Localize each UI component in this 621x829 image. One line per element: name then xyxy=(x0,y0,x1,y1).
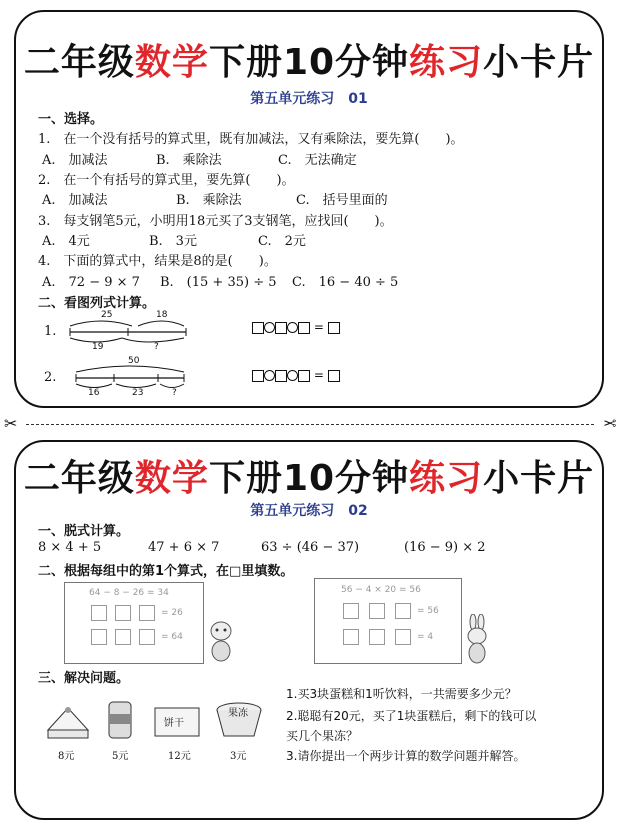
option-c: C. 无法确定 xyxy=(278,153,357,168)
calc-item: (16 − 9) × 2 xyxy=(404,540,486,555)
cartoon-dog-icon xyxy=(204,617,238,663)
label-top-1: 25 xyxy=(101,310,113,320)
blank-box[interactable] xyxy=(252,370,264,382)
practice-card-2 xyxy=(14,440,604,820)
given-equation: 64 − 8 − 26 = 34 xyxy=(89,588,169,598)
box-label: 饼干 xyxy=(164,718,184,729)
blank-box[interactable] xyxy=(115,629,131,645)
blank-box[interactable] xyxy=(369,629,385,645)
problem-number: 2. xyxy=(44,370,57,385)
label-bottom-2: ? xyxy=(154,342,159,352)
option-a: A. 加减法 xyxy=(42,193,108,208)
question-text: 4. 下面的算式中，结果是8的是( )。 xyxy=(38,254,277,269)
scissors-icon: ✂ xyxy=(4,414,18,433)
result-text: = 64 xyxy=(161,632,183,642)
blank-box[interactable] xyxy=(343,603,359,619)
calc-item: 8 × 4 + 5 xyxy=(38,540,102,555)
cut-line xyxy=(4,414,616,433)
option-a: A. 加减法 xyxy=(42,153,108,168)
drink-can-icon xyxy=(104,698,136,742)
label-bottom-3: ? xyxy=(172,388,177,398)
option-c: C. 2元 xyxy=(258,234,306,249)
option-c: C. 16 − 40 ÷ 5 xyxy=(292,275,399,290)
card-subtitle: 第五单元练习 01 xyxy=(250,91,368,107)
price-label: 5元 xyxy=(112,751,129,762)
card-title: 二年级数学下册10分钟练习小卡片 xyxy=(23,458,595,499)
blank-box[interactable] xyxy=(343,629,359,645)
option-c: C. 括号里面的 xyxy=(296,193,388,208)
section-heading: 一、脱式计算。 xyxy=(38,524,130,539)
card-title: 二年级数学下册10分钟练习小卡片 xyxy=(23,42,595,83)
label-bottom-1: 16 xyxy=(88,388,100,398)
blank-box[interactable] xyxy=(298,322,310,334)
blank-box[interactable] xyxy=(139,629,155,645)
blank-box[interactable] xyxy=(275,370,287,382)
option-a: A. 4元 xyxy=(42,234,90,249)
blank-box[interactable] xyxy=(91,605,107,621)
section-heading: 一、选择。 xyxy=(38,112,104,127)
problem-1: 1.买3块蛋糕和1听饮料，一共需要多少元？ xyxy=(286,687,517,701)
option-b: B. (15 + 35) ÷ 5 xyxy=(160,275,277,290)
given-equation: 56 − 4 × 20 = 56 xyxy=(341,585,421,595)
cartoon-rabbit-icon xyxy=(462,614,492,664)
operator-circle[interactable] xyxy=(264,322,275,333)
blank-box[interactable] xyxy=(328,322,340,334)
fill-group-2 xyxy=(314,578,462,664)
result-text: = 26 xyxy=(161,608,183,618)
problem-2-line-1: 2.聪聪有20元，买了1块蛋糕后，剩下的钱可以 xyxy=(286,709,537,723)
blank-box[interactable] xyxy=(328,370,340,382)
price-label: 12元 xyxy=(168,751,191,762)
blank-box[interactable] xyxy=(252,322,264,334)
label-top-2: 18 xyxy=(156,310,168,320)
label-bottom-1: 19 xyxy=(92,342,104,352)
answer-template-2: = xyxy=(252,368,340,382)
answer-template-1: = xyxy=(252,320,340,334)
price-label: 3元 xyxy=(230,751,247,762)
option-b: B. 3元 xyxy=(149,234,197,249)
problem-number: 1. xyxy=(44,324,57,339)
blank-box[interactable] xyxy=(298,370,310,382)
question-text: 3. 每支钢笔5元，小明用18元买了3支钢笔，应找回( )。 xyxy=(38,214,393,229)
section-heading: 三、解决问题。 xyxy=(38,671,130,686)
option-b: B. 乘除法 xyxy=(176,193,242,208)
calc-item: 47 + 6 × 7 xyxy=(148,540,220,555)
label-top: 50 xyxy=(128,356,140,366)
problem-3: 3.请你提出一个两步计算的数学问题并解答。 xyxy=(286,749,526,763)
blank-box[interactable] xyxy=(395,603,411,619)
cup-label: 果冻 xyxy=(228,708,248,719)
fill-group-1 xyxy=(64,582,204,664)
scissors-icon: ✂ xyxy=(602,414,616,433)
price-label: 8元 xyxy=(58,751,75,762)
question-text: 2. 在一个有括号的算式里，要先算( )。 xyxy=(38,173,295,188)
option-b: B. 乘除法 xyxy=(156,153,222,168)
blank-box[interactable] xyxy=(139,605,155,621)
option-a: A. 72 − 9 × 7 xyxy=(42,275,140,290)
operator-circle[interactable] xyxy=(264,370,275,381)
blank-box[interactable] xyxy=(369,603,385,619)
label-bottom-2: 23 xyxy=(132,388,144,398)
segment-diagram-1 xyxy=(66,310,196,350)
practice-card-1 xyxy=(14,10,604,408)
blank-box[interactable] xyxy=(115,605,131,621)
blank-box[interactable] xyxy=(395,629,411,645)
problem-2-line-2: 买几个果冻？ xyxy=(286,729,359,743)
card-subtitle: 第五单元练习 02 xyxy=(250,503,368,519)
section-heading: 二、看图列式计算。 xyxy=(38,296,156,311)
blank-box[interactable] xyxy=(91,629,107,645)
operator-circle[interactable] xyxy=(287,322,298,333)
result-text: = 56 xyxy=(417,606,439,616)
question-text: 1. 在一个没有括号的算式里，既有加减法，又有乘除法，要先算( )。 xyxy=(38,132,464,147)
blank-box[interactable] xyxy=(275,322,287,334)
section-heading: 二、根据每组中的第1个算式，在□里填数。 xyxy=(38,564,294,579)
calc-item: 63 ÷ (46 − 37) xyxy=(261,540,360,555)
operator-circle[interactable] xyxy=(287,370,298,381)
result-text: = 4 xyxy=(417,632,434,642)
cake-icon xyxy=(44,700,92,740)
